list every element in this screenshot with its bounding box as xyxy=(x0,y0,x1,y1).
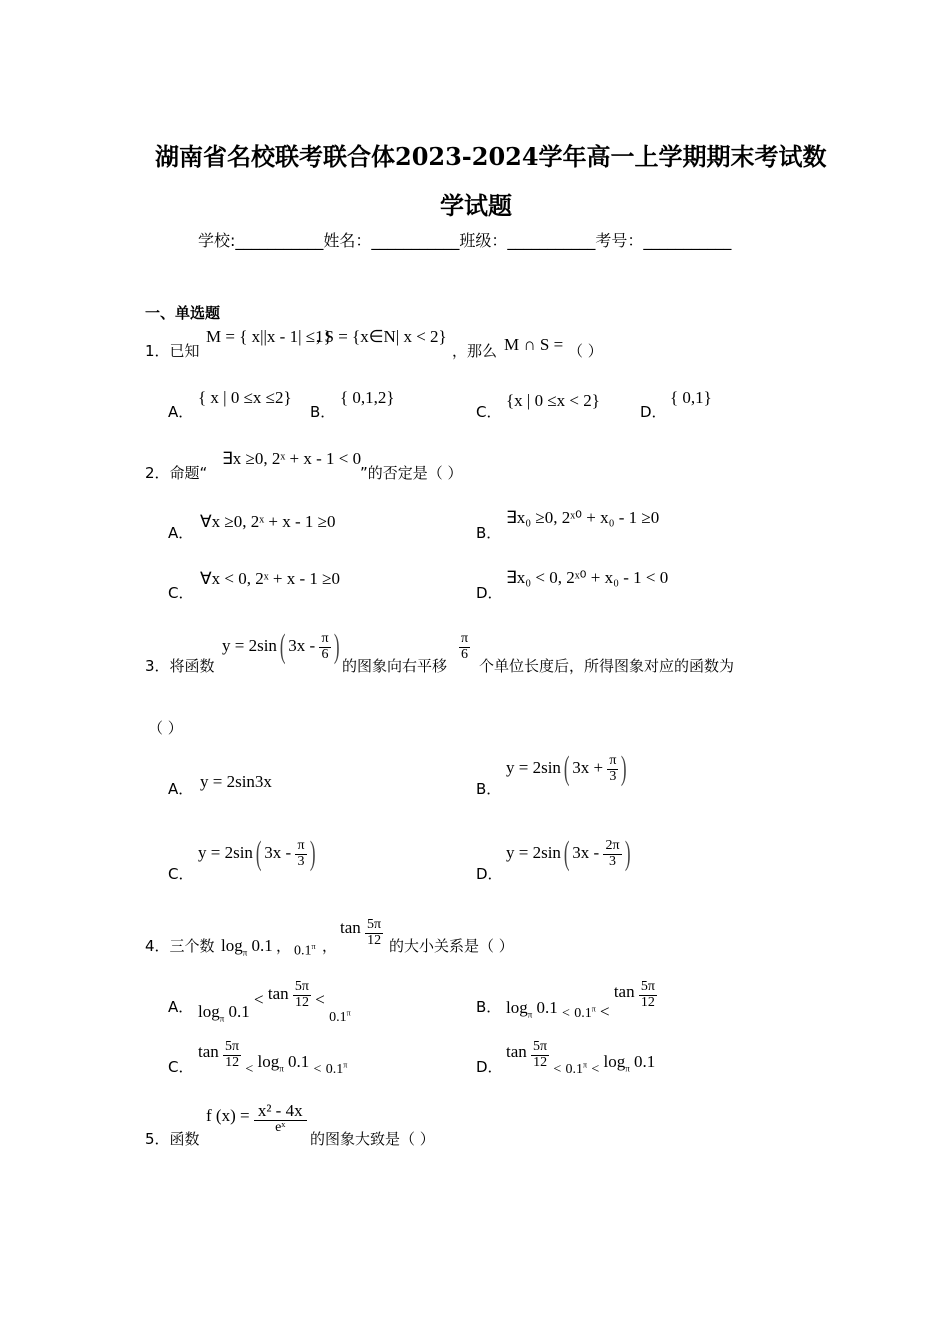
q4-option-a: $\log_\pi 0.1 < \tan$ $\frac{5\pi}{12}$ < $_{0.1^\pi}$ xyxy=(198,979,351,1026)
q4-pow-term: $0.1^\pi$ xyxy=(294,942,316,959)
q2-number: 2．命题“ xyxy=(145,464,208,482)
q1-option-d-label: D． xyxy=(640,403,667,421)
q4-tan-term: tan $\frac{5\pi}{12}$ xyxy=(340,917,382,948)
q3-option-a: y = 2sin3x xyxy=(200,772,272,791)
q2-option-a: ∀x ≥0, 2ˣ + x - 1 ≥0 xyxy=(200,512,336,531)
q4-comma-2: ， xyxy=(322,937,338,955)
q3-option-b-label: B． xyxy=(476,780,502,798)
q3-number: 3．将函数 xyxy=(145,657,215,675)
q3-func-prefix: y = 2sin xyxy=(222,635,277,655)
q3-func-inner: 3x - xyxy=(288,635,316,655)
q1-answer-paren: （ ） xyxy=(568,342,603,360)
q4-option-d: tan $\frac{5\pi}{12}$ $_<$ $_{0.1^\pi}$ $_<$ $\log_\pi 0.1$ xyxy=(506,1039,656,1078)
q5-function xyxy=(206,1102,307,1136)
q3-function: y = 2sin( 3x - $\frac{\pi}{6}$ ) xyxy=(222,628,340,665)
q3-answer-paren: （ ） xyxy=(148,719,183,737)
q1-option-c-label: C． xyxy=(476,403,502,421)
q5-lhs: f (x) = xyxy=(206,1105,250,1125)
q1-expression: M ∩ S = xyxy=(504,335,564,354)
q1-mid-text: ，那么 xyxy=(452,342,498,360)
q1-option-d: { 0,1} xyxy=(670,388,712,407)
q3-option-c: y = 2sin( 3x - $\frac{\pi}{3}$ ) xyxy=(198,835,316,872)
q4-option-c-label: C． xyxy=(168,1058,194,1076)
q3-option-d: y = 2sin( 3x - $\frac{2\pi}{3}$ ) xyxy=(506,835,631,872)
q3-option-a-label: A． xyxy=(168,780,194,798)
q1-set-s: , S = {x∈N| x < 2} xyxy=(316,327,447,346)
q2-option-b: ∃x₀ ≥0, 2ˣ⁰ + x₀ - 1 ≥0 xyxy=(506,508,660,527)
q4-option-c: tan $\frac{5\pi}{12}$ $_<$ $\log_\pi 0.1$ $_<$ $_{0.1^\pi}$ xyxy=(198,1039,348,1078)
q2-expression: ∃x ≥0, 2ˣ + x - 1 < 0 xyxy=(222,449,362,468)
q5-number: 5．函数 xyxy=(145,1130,200,1148)
q2-option-d-label: D． xyxy=(476,584,503,602)
q1-option-c: {x | 0 ≤x < 2} xyxy=(506,391,600,410)
q2-option-b-label: B． xyxy=(476,524,502,542)
q1-option-a-label: A． xyxy=(168,403,194,421)
q3-option-b: y = 2sin( 3x + $\frac{\pi}{3}$ ) xyxy=(506,750,627,787)
q5-fraction: $\frac{\text{x² - 4x}}{\text{eˣ}}$ xyxy=(254,1102,307,1136)
q3-shift-frac: $\frac{\pi}{6}$ xyxy=(461,631,469,662)
q3-option-d-label: D． xyxy=(476,865,503,883)
page-title-line1: 湖南省名校联考联合体2023-2024学年高一上学期期末考试数 xyxy=(155,142,827,171)
q3-tail-text: 个单位长度后，所得图象对应的函数为 xyxy=(479,657,735,675)
q2-option-d: ∃x₀ < 0, 2ˣ⁰ + x₀ - 1 < 0 xyxy=(506,568,669,587)
q4-log-term: $\log_\pi 0.1$ xyxy=(221,936,273,958)
q4-option-d-label: D． xyxy=(476,1058,503,1076)
q3-option-c-label: C． xyxy=(168,865,194,883)
q2-option-a-label: A． xyxy=(168,524,194,542)
q4-comma-1: ， xyxy=(276,937,292,955)
q4-number: 4．三个数 xyxy=(145,937,215,955)
q2-option-c: ∀x < 0, 2ˣ + x - 1 ≥0 xyxy=(200,569,340,588)
q5-tail-text: 的图象大致是（ ） xyxy=(310,1130,435,1148)
q4-tail-text: 的大小关系是（ ） xyxy=(389,937,514,955)
q4-option-a-label: A． xyxy=(168,998,194,1016)
q1-option-a: { x | 0 ≤x ≤2} xyxy=(198,388,292,407)
q2-tail-text: ”的否定是（ ） xyxy=(360,464,463,482)
page-title-line2: 学试题 xyxy=(440,191,512,220)
q3-mid-text: 的图象向右平移 xyxy=(342,657,448,675)
q4-option-b-label: B． xyxy=(476,998,502,1016)
q4-option-b: $\log_\pi 0.1$ $_<$ $_{0.1^\pi}$ < tan $\frac{5\pi}{12}$ xyxy=(506,979,655,1022)
q1-option-b: { 0,1,2} xyxy=(340,388,395,407)
q2-option-c-label: C． xyxy=(168,584,194,602)
q1-option-b-label: B． xyxy=(310,403,336,421)
q1-set-m: M = { x||x - 1| ≤1} xyxy=(206,327,332,346)
student-info-line: 学校:___________姓名：___________班级：___________考号：___________ xyxy=(198,231,732,250)
q3-func-frac: $\frac{\pi}{6}$ xyxy=(321,630,329,662)
section-heading: 一、单选题 xyxy=(145,304,221,322)
q1-number: 1．已知 xyxy=(145,342,200,360)
